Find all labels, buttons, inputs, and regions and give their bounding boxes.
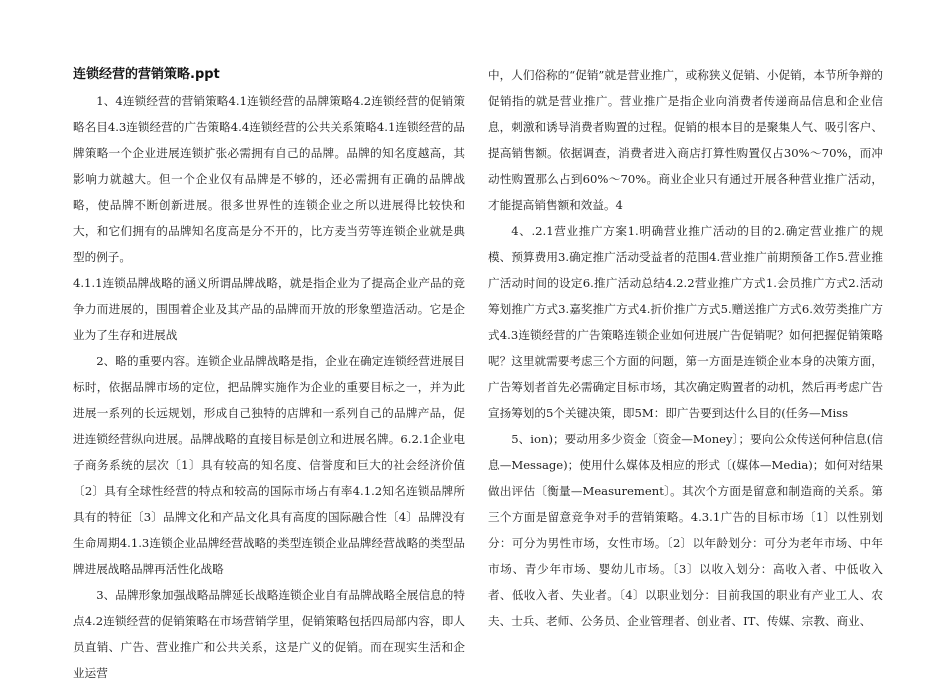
paragraph-6: 4、.2.1营业推广方案1.明确营业推广活动的目的2.确定营业推广的规模、预算费用3.确定推广活动受益者的范围4.营业推广前期预备工作5.营业推广活动时间的设定6.推广活动总结4.2.2营业推广方式1.会员推广方式2.活动筹划推广方式3.嘉奖推广方式4.折价推广方式5.赠送推广方式6.效劳类推广方式4.3连锁经营的广告策略连锁企业如何进展广告促销呢？如何把握促销策略呢？这里就需要考虑三个方面的问题，第一方面是连锁企业本身的决策方面，广告筹划者首先必需确定目标市场，其次确定购置者的动机，然后再考虑广告宣扬筹划的5个关键决策，即5M：即广告要到达什么目的(任务—Miss (488, 224, 883, 420)
document-title: 连锁经营的营销策略.ppt (73, 67, 220, 82)
paragraph-2: 4.1.1连锁品牌战略的涵义所谓品牌战略，就是指企业为了提高企业产品的竞争力而进展的，围围着企业及其产品的品牌而开放的形象塑造活动。它是企业为了生存和进展战 (73, 276, 465, 342)
paragraph-7: 5、ion)；要动用多少资金〔资金—Money〕；要向公众传送何种信息(信息—Message)；使用什么媒体及相应的形式〔(媒体—Media)；如何对结果做出评估〔衡量—Measurement〕。其次个方面是留意和制造商的关系。第三个方面是留意竞争对手的营销策略。4.3.1广告的目标市场〔1〕以性别划分：可分为男性市场，女性市场。〔2〕以年龄划分：可分为老年市场、中年市场、青少年市场、婴幼儿市场。〔3〕以收入划分：高收入者、中低收入者、低收入者、失业者。〔4〕以职业划分：目前我国的职业有产业工人、农夫、士兵、老师、公务员、企业管理者、创业者、IT、传媒、宗教、商业、 (488, 432, 883, 628)
left-column (73, 62, 465, 686)
paragraph-4: 3、品牌形象加强战略品牌延长战略连锁企业自有品牌战略全展信息的特点4.2连锁经营的促销策略在市场营销学里，促销策略包括四局部内容，即人员直销、广告、营业推广和公共关系，这是广义的促销。而在现实生活和企业运营 (73, 588, 465, 680)
paragraph-5: 中，人们俗称的“促销”就是营业推广，或称狭义促销、小促销，本节所争辩的促销指的就是营业推广。营业推广是指企业向消费者传递商品信息和企业信息，刺激和诱导消费者购置的过程。促销的根本目的是聚集人气、吸引客户、提高销售额。依据调查，消费者进入商店打算性购置仅占30%～70%，而冲动性购置那么占到60%～70%。商业企业只有通过开展各种营业推广活动，才能提高销售额和效益。4 (488, 68, 883, 212)
right-column (488, 62, 883, 634)
paragraph-1: 1、4连锁经营的营销策略4.1连锁经营的品牌策略4.2连锁经营的促销策略名目4.3连锁经营的广告策略4.4连锁经营的公共关系策略4.1连锁经营的品牌策略一个企业进展连锁扩张必需拥有自己的品牌。品牌的知名度越高，其影响力就越大。但一个企业仅有品牌是不够的，还必需拥有正确的品牌战略，使品牌不断创新进展。很多世界性的连锁企业之所以进展得比较快和大，和它们拥有的品牌知名度高是分不开的，比方麦当劳等连锁企业就是典型的例子。 (73, 94, 465, 264)
paragraph-3: 2、略的重要内容。连锁企业品牌战略是指，企业在确定连锁经营进展目标时，依据品牌市场的定位，把品牌实施作为企业的重要目标之一，并为此进展一系列的长远规划，形成自己独特的店牌和一系列自己的品牌产品，促进连锁经营纵向进展。品牌战略的直接目标是创立和进展名牌。6.2.1企业电子商务系统的层次〔1〕具有较高的知名度、信誉度和巨大的社会经济价值〔2〕具有全球性经营的特点和较高的国际市场占有率4.1.2知名连锁品牌所具有的特征〔3〕品牌文化和产品文化具有高度的国际融合性〔4〕品牌没有生命周期4.1.3连锁企业品牌经营战略的类型连锁企业品牌经营战略的类型品牌进展战略品牌再活性化战略 (73, 354, 465, 576)
